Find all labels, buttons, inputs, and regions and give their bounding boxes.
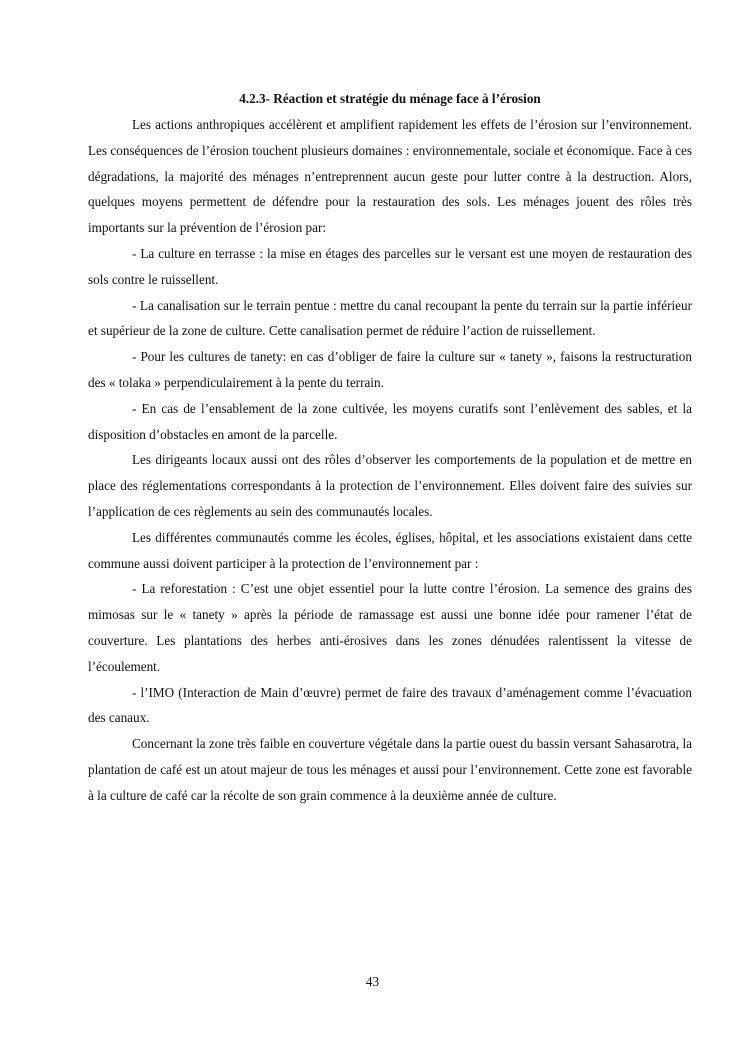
paragraph-reforestation: - La reforestation : C’est une objet essentiel pour la lutte contre l’érosion. La semence des grains des mimosas sur le « tanety » après la période de ramassage est aussi une bonne idée pour ramener l’état de couverture. Les plantations des herbes anti-érosives dans les zones dénudées ralentissent la vitesse de l’écoulement. — [88, 581, 692, 674]
paragraph-canalisation: - La canalisation sur le terrain pentue : mettre du canal recoupant la pente du terrain sur la partie inférieur et supérieur de la zone de culture. Cette canalisation permet de réduire l’action de ruissellement. — [88, 297, 692, 339]
paragraph-terrace-culture: - La culture en terrasse : la mise en étages des parcelles sur le versant est une moyen de restauration des sols contre le ruissellent. — [88, 245, 692, 287]
section-heading: 4.2.3- Réaction et stratégie du ménage face à l’érosion — [239, 91, 541, 106]
paragraph-tanety-cultures: - Pour les cultures de tanety: en cas d’obliger de faire la culture sur « tanety », faisons la restructuration des « tolaka » perpendiculairement à la pente du terrain. — [88, 349, 692, 390]
paragraph-imo: - l’IMO (Interaction de Main d’œuvre) permet de faire des travaux d’aménagement comme l’évacuation des canaux. — [88, 684, 692, 726]
page-number: 43 — [365, 974, 380, 989]
document-page — [88, 88, 692, 809]
paragraph-local-leaders: Les dirigeants locaux aussi ont des rôles d’observer les comportements de la population et de mettre en place des réglementations correspondants à la protection de l’environnement. Elles doivent faire des suivies sur l’application de ces règlements au sein des communautés locales. — [88, 452, 692, 519]
paragraph-coffee: Concernant la zone très faible en couverture végétale dans la partie ouest du bassin versant Sahasarotra, la plantation de café est un atout majeur de tous les ménages et aussi pour l’environnement. Cette zone est favorable à la culture de café car la récolte de son grain commence à la deuxième année de culture. — [88, 736, 692, 803]
paragraph-ensablement: - En cas de l’ensablement de la zone cultivée, les moyens curatifs sont l’enlèvement des sables, et la disposition d’obstacles en amont de la parcelle. — [88, 400, 692, 442]
paragraph-communities: Les différentes communautés comme les écoles, églises, hôpital, et les associations existaient dans cette commune aussi doivent participer à la protection de l’environnement par : — [88, 529, 692, 571]
paragraph-intro: Les actions anthropiques accélèrent et amplifient rapidement les effets de l’érosion sur l’environnement. Les conséquences de l’érosion touchent plusieurs domaines : environnementale, sociale et économique. Face à ces dégradations, la majorité des ménages n’entreprennent aucun geste pour lutter contre à la destruction. Alors, quelques moyens permettent de défendre pour la restauration des sols. Les ménages jouent des rôles très importants sur la prévention de l’érosion par: — [88, 117, 692, 236]
